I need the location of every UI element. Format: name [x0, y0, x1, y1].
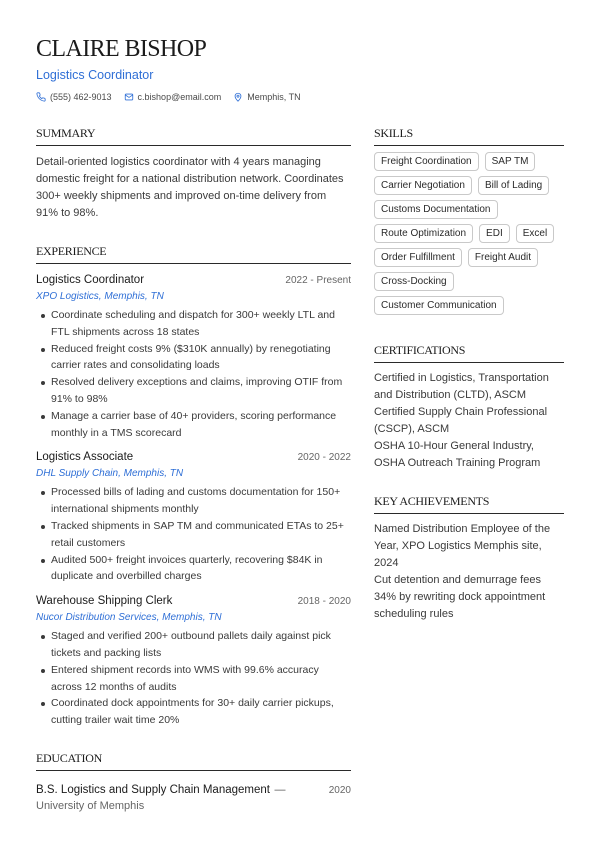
summary-heading: SUMMARY	[36, 126, 351, 146]
candidate-name: CLAIRE BISHOP	[36, 36, 207, 62]
resume-columns	[36, 126, 564, 814]
experience-heading: EXPERIENCE	[36, 244, 351, 264]
contact-location	[233, 91, 300, 103]
job-bullet: Coordinate scheduling and dispatch for 300+ weekly LTL and FTL shipments across 18 states	[36, 307, 351, 341]
map-pin-icon	[233, 92, 243, 102]
contact-email[interactable]	[124, 91, 222, 103]
skill-tag: Cross-Docking	[374, 272, 454, 291]
resume-page	[36, 36, 564, 812]
job-bullets	[36, 307, 351, 441]
phone-icon	[36, 92, 46, 102]
job-bullet: Coordinated dock appointments for 30+ daily carrier pickups, cutting trailer wait time 20%	[36, 695, 351, 729]
education-dash: —	[274, 783, 286, 796]
certification-item: OSHA 10-Hour General Industry, OSHA Outreach Training Program	[374, 440, 541, 469]
job-title: Logistics Associate	[36, 451, 134, 464]
summary-text: Detail-oriented logistics coordinator with 4 years managing domestic freight for a national distribution network. Coordinates 300+ weekly shipments and improved on-time delivery from 91% to 98%.	[36, 156, 344, 219]
education-school: University of Memphis	[36, 799, 145, 812]
job-bullet: Staged and verified 200+ outbound pallets daily against pick tickets and packing lists	[36, 628, 351, 662]
job-date: 2022 - Present	[285, 275, 351, 286]
job-bullets	[36, 628, 351, 729]
job-bullet: Audited 500+ freight invoices quarterly, recovering $84K in duplicate and overbilled charges	[36, 552, 351, 586]
job-company: XPO Logistics, Memphis, TN	[36, 291, 164, 302]
phone-text: (555) 462-9013	[50, 92, 112, 102]
achievements-list	[374, 521, 564, 623]
skill-tag: Carrier Negotiation	[374, 176, 472, 195]
job-bullet: Resolved delivery exceptions and claims, improving OTIF from 91% to 98%	[36, 374, 351, 408]
skill-tag: Excel	[516, 224, 554, 243]
experience-item	[36, 593, 351, 729]
job-company: DHL Supply Chain, Memphis, TN	[36, 468, 184, 480]
skill-tag: Route Optimization	[374, 224, 473, 243]
experience-item	[36, 272, 351, 441]
experience-item	[36, 449, 351, 585]
achievement-item: Cut detention and demurrage fees 34% by rewriting dock appointment scheduling rules	[374, 574, 546, 620]
skill-tag: Order Fulfillment	[374, 248, 462, 267]
left-column	[36, 126, 351, 814]
skill-tag: EDI	[479, 224, 510, 243]
skills-list	[374, 152, 564, 315]
job-title: Warehouse Shipping Clerk	[36, 595, 173, 608]
candidate-role: Logistics Coordinator	[36, 68, 154, 82]
job-bullets	[36, 484, 351, 585]
contact-row	[36, 91, 564, 103]
skill-tag: Customs Documentation	[374, 200, 498, 219]
skill-tag: Bill of Lading	[478, 176, 549, 195]
achievement-item: Named Distribution Employee of the Year, XPO Logistics Memphis site, 2024	[374, 523, 551, 569]
job-bullet: Reduced freight costs 9% ($310K annually) by renegotiating carrier rates and consolidating loads	[36, 341, 351, 375]
job-date: 2020 - 2022	[297, 452, 351, 464]
skill-tag: SAP TM	[485, 152, 536, 171]
job-bullet: Entered shipment records into WMS with 99.6% accuracy across 12 months of audits	[36, 662, 351, 696]
job-company: Nucor Distribution Services, Memphis, TN	[36, 612, 222, 624]
skills-heading: SKILLS	[374, 126, 564, 146]
mail-icon	[124, 92, 134, 102]
job-title: Logistics Coordinator	[36, 274, 145, 286]
location-text: Memphis, TN	[247, 92, 301, 102]
skill-tag: Freight Audit	[468, 248, 538, 267]
email-text: c.bishop@email.com	[137, 92, 222, 102]
skill-tag: Customer Communication	[374, 296, 504, 315]
job-bullet: Manage a carrier base of 40+ providers, scoring performance monthly in a TMS scorecard	[36, 408, 351, 442]
certifications-list	[374, 370, 564, 472]
right-column	[374, 126, 564, 814]
certification-item: Certified Supply Chain Professional (CSCP), ASCM	[374, 406, 548, 435]
job-bullet: Tracked shipments in SAP TM and communicated ETAs to 25+ retail customers	[36, 518, 351, 552]
certifications-heading: CERTIFICATIONS	[374, 343, 564, 363]
education-heading: EDUCATION	[36, 751, 351, 771]
certification-item: Certified in Logistics, Transportation and Distribution (CLTD), ASCM	[374, 372, 549, 401]
education-degree: B.S. Logistics and Supply Chain Management	[36, 783, 270, 796]
job-date: 2018 - 2020	[297, 596, 351, 608]
contact-phone[interactable]	[36, 91, 112, 103]
education-date: 2020	[328, 784, 351, 796]
skill-tag: Freight Coordination	[374, 152, 479, 171]
job-bullet: Processed bills of lading and customs documentation for 150+ international shipments monthly	[36, 484, 351, 518]
education-item	[36, 780, 351, 798]
achievements-heading: KEY ACHIEVEMENTS	[374, 494, 564, 514]
